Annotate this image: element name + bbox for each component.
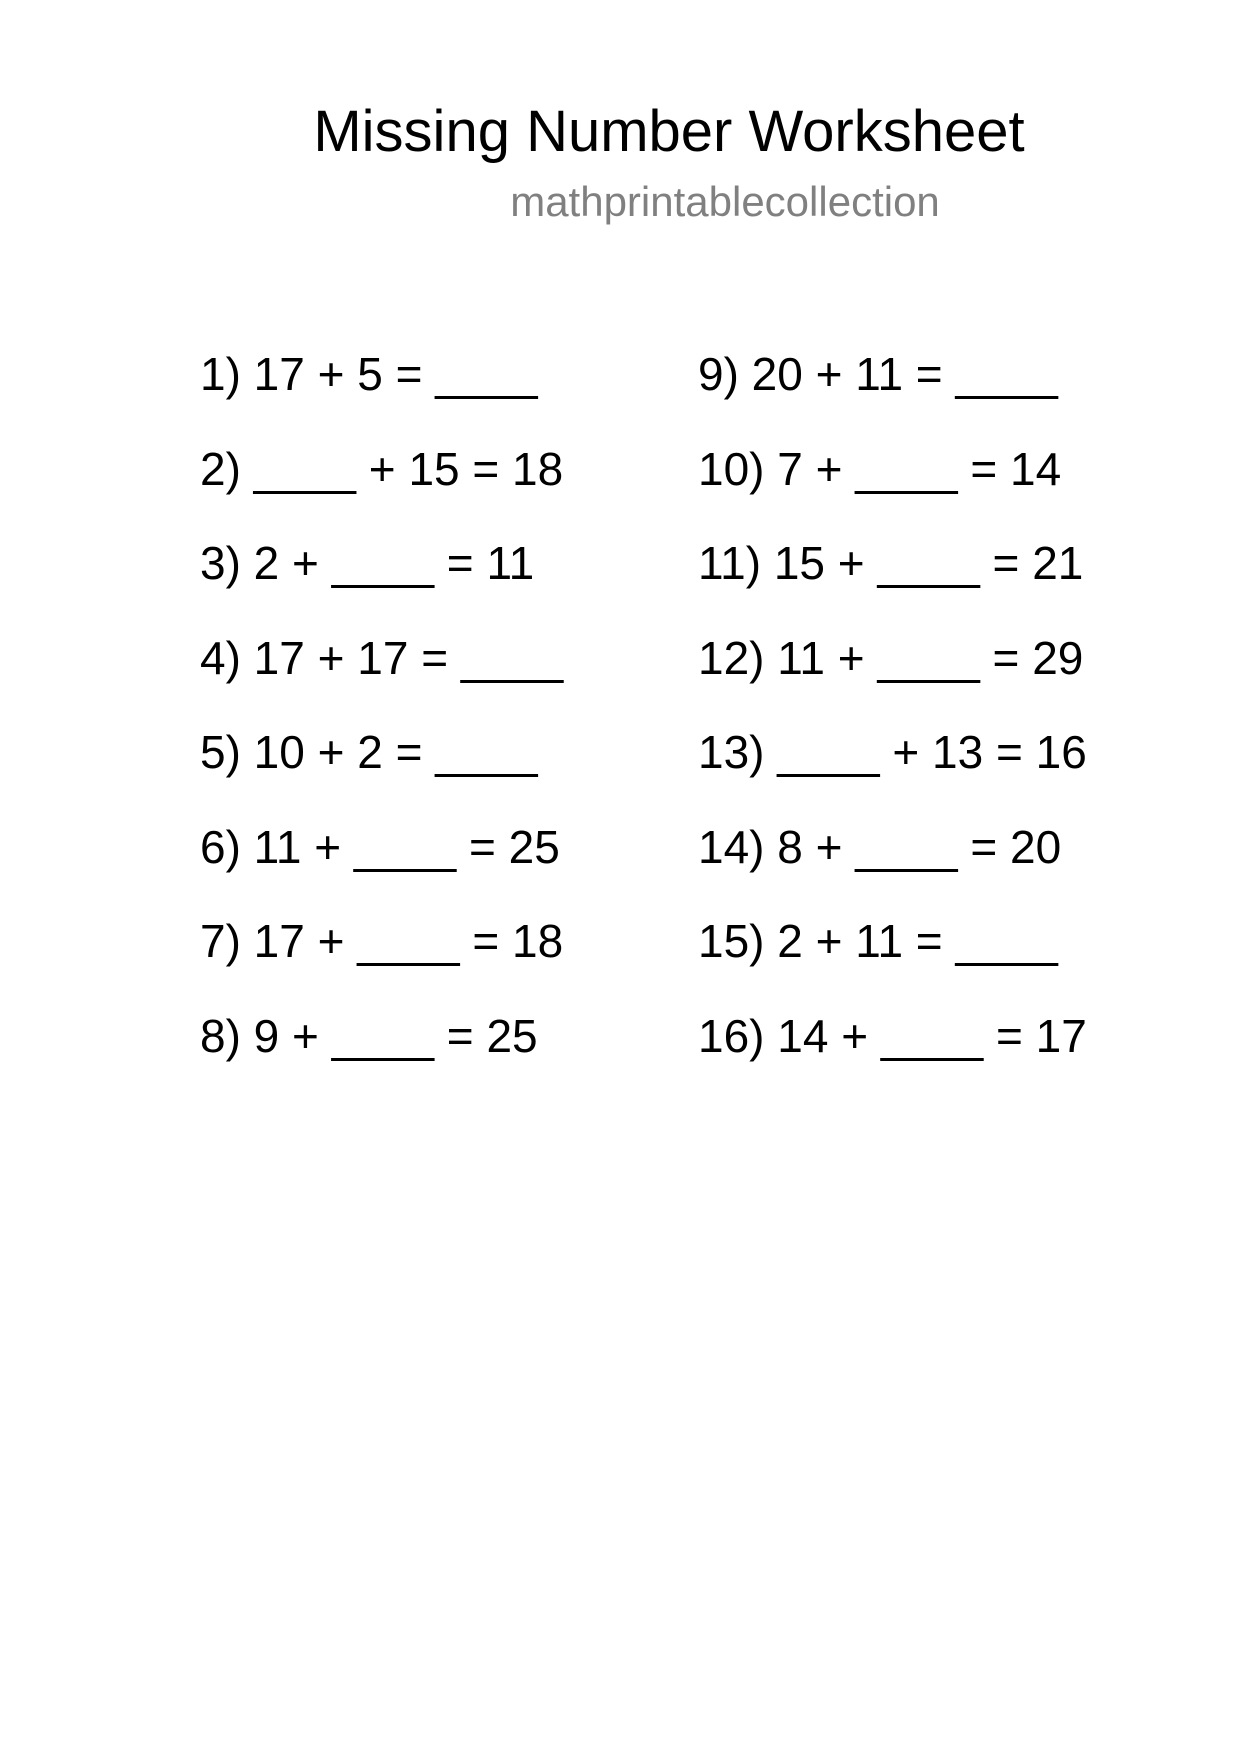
problem-item: 11) 15 + ____ = 21 (698, 537, 1084, 589)
problem-item: 1) 17 + 5 = ____ (200, 348, 538, 400)
problem-item: 8) 9 + ____ = 25 (200, 1009, 538, 1062)
problem-item: 6) 11 + ____ = 25 (200, 820, 560, 873)
problems-column-left (200, 344, 563, 1100)
problem-item: 16) 14 + ____ = 17 (698, 1009, 1087, 1062)
page-subtitle: mathprintablecollection (510, 178, 940, 225)
problem-item: 2) ____ + 15 = 18 (200, 442, 564, 495)
problem-item: 12) 11 + ____ = 29 (698, 631, 1084, 684)
page-title: Missing Number Worksheet (313, 99, 1025, 164)
problems-column-right (698, 344, 1087, 1100)
problem-item: 3) 2 + ____ = 11 (200, 537, 535, 589)
problem-item: 9) 20 + 11 = ____ (698, 348, 1058, 400)
problem-item: 7) 17 + ____ = 18 (200, 915, 564, 967)
problem-item: 4) 17 + 17 = ____ (200, 631, 564, 684)
problem-item: 10) 7 + ____ = 14 (698, 442, 1062, 495)
problem-item: 13) ____ + 13 = 16 (698, 726, 1087, 778)
problem-item: 15) 2 + 11 = ____ (698, 915, 1058, 967)
problem-item: 5) 10 + 2 = ____ (200, 726, 538, 778)
problem-item: 14) 8 + ____ = 20 (698, 820, 1062, 873)
